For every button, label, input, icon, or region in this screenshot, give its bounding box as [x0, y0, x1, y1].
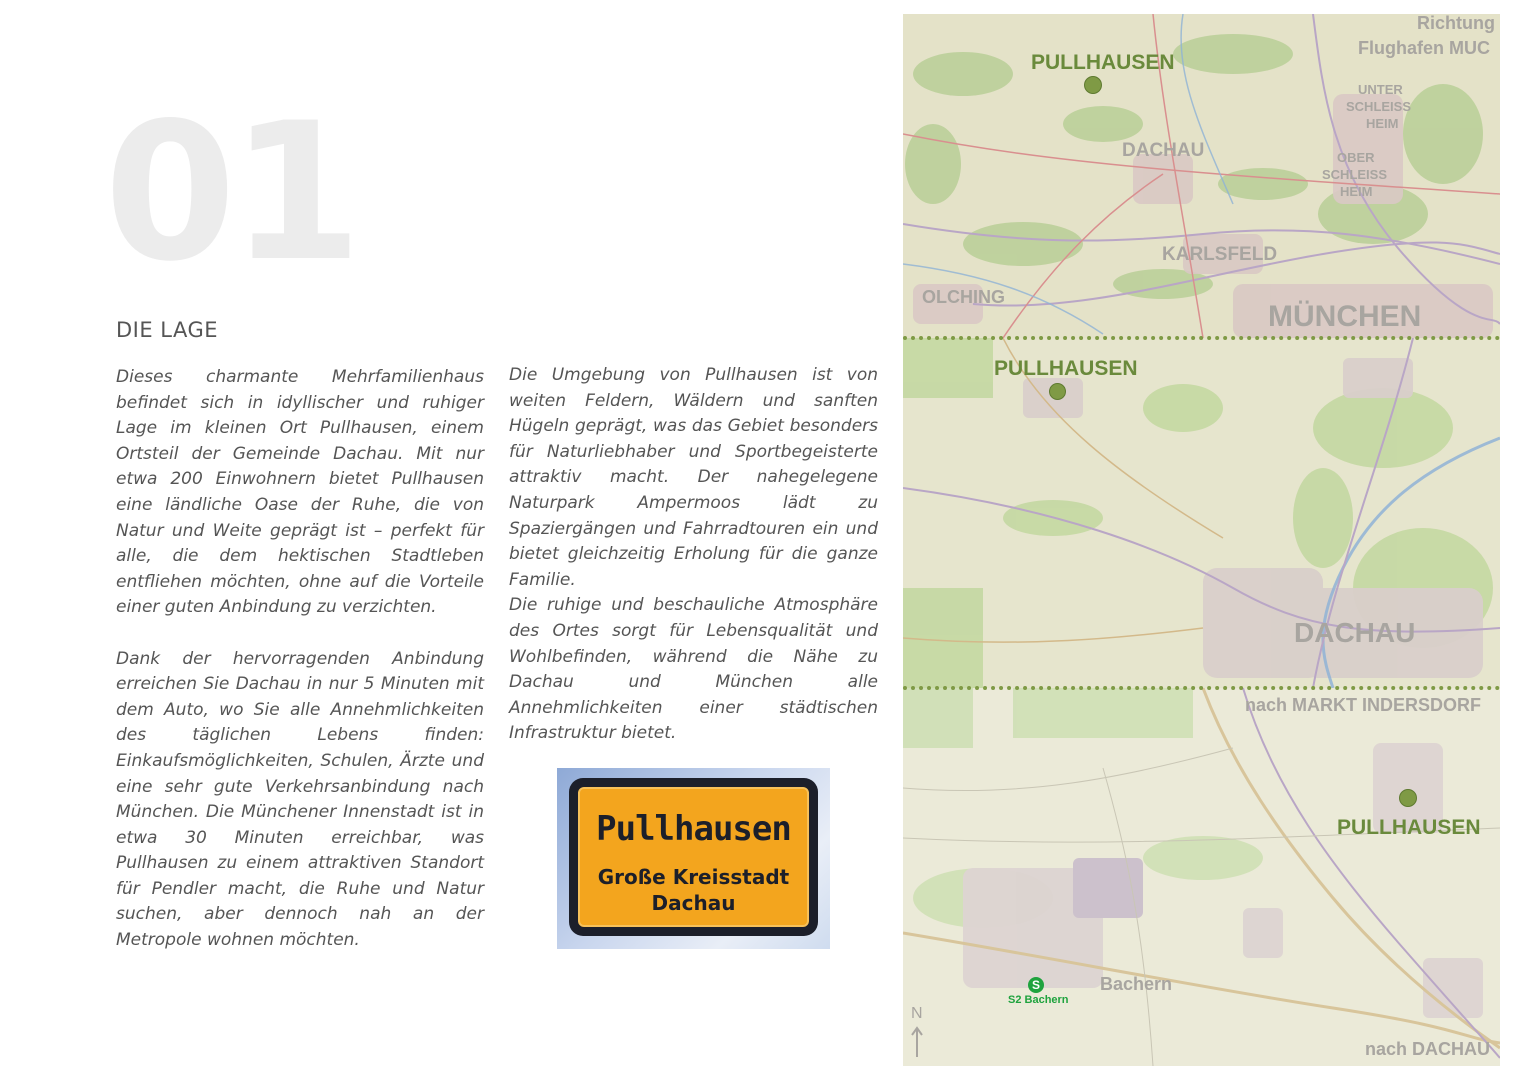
label-s2-bachern: S2 Bachern	[1008, 994, 1069, 1006]
label-dachau-regional: DACHAU	[1122, 140, 1205, 161]
map-pullhausen	[903, 688, 1500, 1066]
sign-town-name: Pullhausen	[596, 809, 791, 849]
label-bachern: Bachern	[1100, 974, 1173, 994]
north-arrow-icon	[910, 1005, 926, 1061]
label-pullhausen-regional: PULLHAUSEN	[1031, 51, 1175, 74]
label-unterschleissheim-1: UNTER	[1358, 82, 1403, 97]
marker-pullhausen-detail	[1399, 789, 1417, 807]
label-karlsfeld: KARLSFELD	[1162, 244, 1278, 265]
label-nach-dachau: nach DACHAU	[1365, 1039, 1491, 1059]
label-flughafen: Flughafen MUC	[1358, 38, 1490, 58]
paragraph-surroundings: Die Umgebung von Pullhausen ist von weiten Feldern, Wäldern und sanften Hügeln geprägt, was das Gebiet besonders für Naturliebhaber und Sportbegeisterte attraktiv macht. Der nahegelegene Naturpark Ampermoos lädt zu Spaziergängen und Fahrradtouren ein und bietet gleichzeitig Erholung für die ganze Familie.	[509, 365, 878, 590]
label-oberschleissheim-3: HEIM	[1340, 184, 1373, 199]
town-sign	[569, 778, 818, 936]
north-label: N	[911, 1005, 923, 1022]
label-olching: OLCHING	[922, 287, 1005, 307]
text-column-right	[509, 363, 878, 747]
map-divider-top	[903, 336, 1500, 340]
label-unterschleissheim-3: HEIM	[1366, 116, 1399, 131]
label-richtung: Richtung	[1417, 13, 1495, 33]
paragraph-connection: Dank der hervorragenden Anbindung erreichen Sie Dachau in nur 5 Minuten mit dem Auto, wo Sie alle Annehmlichkeiten des täglichen Lebens finden: Einkaufsmöglichkeiten, Schulen, Ärzte und eine sehr gute Verkehrsanbindung nach München. Die Münchener Innenstadt ist in etwa 30 Minuten erreichbar, was Pullhausen zu einem attraktiven Standort für Pendler macht, die Ruhe und Natur suchen, aber dennoch nah an der Metropole wohnen möchten.	[116, 648, 484, 951]
sign-city: Dachau	[651, 891, 736, 915]
text-column-left	[116, 365, 484, 954]
label-muenchen: MÜNCHEN	[1268, 300, 1422, 333]
sign-district: Große Kreisstadt	[597, 865, 790, 889]
paragraph-atmosphere: Die ruhige und beschauliche Atmosphäre des Ortes sorgt für Lebensqualität und Wohlbefinden, während die Nähe zu Dachau und München alle Annehmlichkeiten einer städtischen Infrastruktur bietet.	[509, 595, 878, 744]
paragraph-location: Dieses charmante Mehrfamilienhaus befindet sich in idyllischer und ruhiger Lage im kleinen Ort Pullhausen, einem Ortsteil der Gemeinde Dachau. Mit nur etwa 200 Einwohnern bietet Pullhausen eine ländliche Oase der Ruhe, die von Natur und Weite geprägt ist – perfekt für alle, die dem hektischen Stadtleben entfliehen möchten, ohne auf die Vorteile einer guten Anbindung zu verzichten.	[116, 367, 484, 618]
label-pullhausen-detail: PULLHAUSEN	[1337, 816, 1481, 839]
town-sign-photo	[557, 768, 830, 949]
section-number: 01	[104, 82, 357, 303]
label-unterschleissheim-2: SCHLEISS	[1346, 99, 1412, 114]
label-nach-markt-indersdorf: nach MARKT INDERSDORF	[1245, 695, 1482, 715]
label-oberschleissheim-2: SCHLEISS	[1322, 167, 1388, 182]
label-pullhausen-dachau: PULLHAUSEN	[994, 357, 1138, 380]
marker-pullhausen-regional	[1084, 76, 1102, 94]
marker-pullhausen-dachau	[1049, 383, 1066, 400]
map-pullhausen-graphic	[903, 688, 1500, 1066]
map-divider-bottom	[903, 686, 1500, 690]
label-dachau-city: DACHAU	[1294, 617, 1416, 648]
section-title: DIE LAGE	[116, 318, 219, 342]
sbahn-icon: S	[1028, 977, 1044, 993]
label-oberschleissheim-1: OBER	[1337, 150, 1375, 165]
